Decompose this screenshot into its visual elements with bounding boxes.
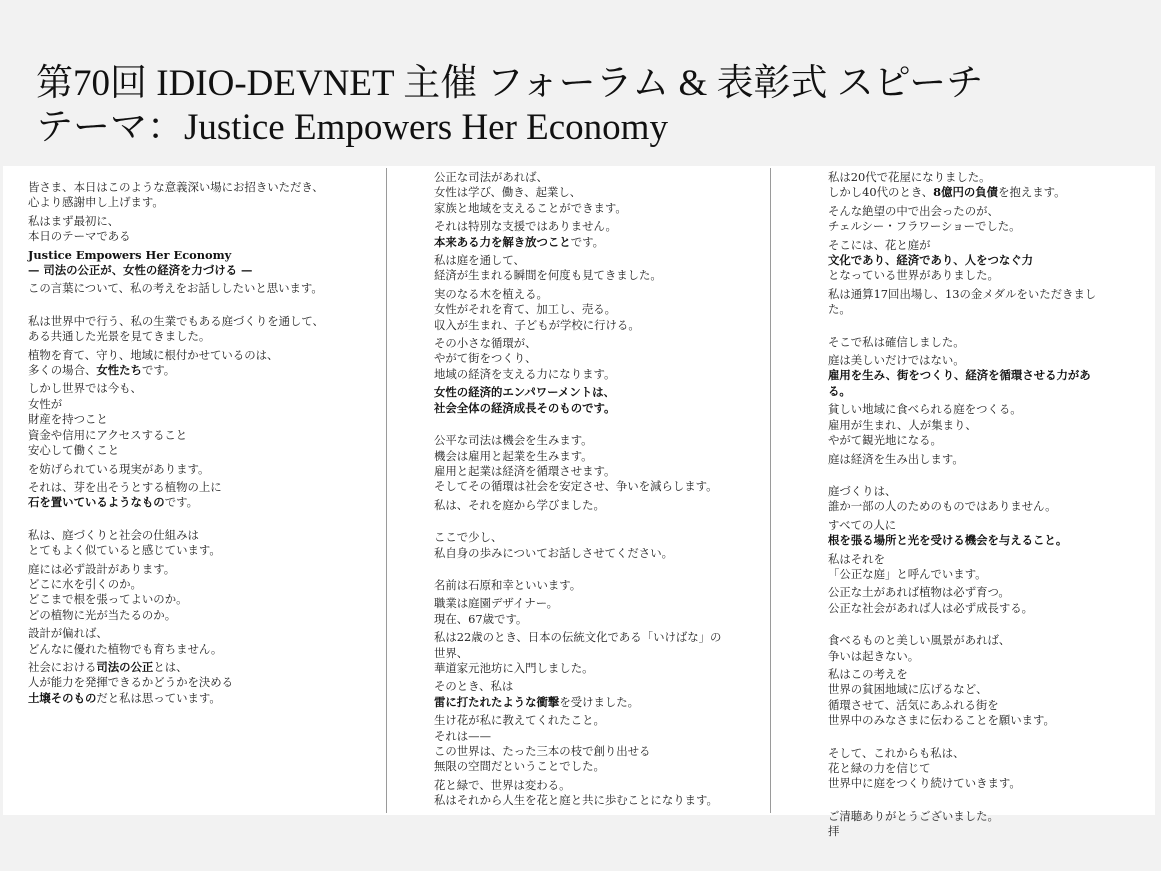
speech-line: — 司法の公正が、女性の経済を力づける —	[28, 263, 253, 278]
speech-line: 皆さま、本日はこのような意義深い場にお招きいただき、	[28, 180, 324, 194]
column-divider-2	[770, 168, 771, 813]
speech-paragraph	[28, 626, 358, 657]
speech-paragraph	[434, 170, 726, 216]
speech-line: 「公正な庭」と呼んでいます。	[828, 566, 987, 581]
speech-line: 機会は雇用と起業を生みます。	[434, 448, 593, 463]
speech-paragraph	[828, 585, 1112, 616]
speech-paragraph	[434, 253, 726, 284]
speech-line: 私は世界中で行う、私の生業でもある庭づくりを通して、	[28, 313, 324, 328]
speech-paragraph	[434, 385, 726, 416]
speech-line: 誰か一部の人のためのものではありません。	[828, 499, 1057, 514]
speech-column-1	[28, 180, 358, 709]
speech-line: 食べるものと美しい風景があれば、	[828, 633, 1011, 648]
speech-line: しかし世界では今も、	[28, 381, 142, 396]
speech-paragraph	[828, 402, 1112, 448]
speech-line: 根を張る場所と光を受ける機会を与えること。	[828, 533, 1068, 548]
speech-paragraph	[28, 480, 358, 511]
speech-line: 経済が生まれる瞬間を何度も見てきました。	[434, 268, 662, 283]
speech-line: 私は、庭づくりと社会の仕組みは	[28, 527, 199, 542]
speech-line: 資金や信用にアクセスすること	[28, 427, 188, 442]
speech-line: その小さな循環が、	[434, 336, 537, 351]
speech-line: 職業は庭園デザイナー。	[434, 596, 559, 611]
speech-line: 雇用と起業は経済を循環させます。	[434, 463, 616, 478]
speech-line: それは特別な支援ではありません。	[434, 219, 617, 234]
speech-line: 貧しい地域に食べられる庭をつくる。	[828, 402, 1022, 417]
speech-line: 家族と地域を支えることができます。	[434, 200, 627, 215]
speech-line: Justice Empowers Her Economy	[28, 247, 232, 262]
speech-line: 本来ある力を解き放つことです。	[434, 234, 604, 249]
speech-paragraph	[434, 287, 726, 333]
speech-line: 女性の経済的エンパワーメントは、	[434, 385, 615, 400]
speech-line: 庭には必ず設計があります。	[28, 561, 176, 576]
speech-paragraph	[434, 713, 726, 775]
speech-paragraph	[434, 336, 726, 382]
speech-line: 庭は美しいだけではない。	[828, 353, 965, 368]
speech-paragraph	[28, 660, 358, 706]
speech-column-3	[828, 170, 1112, 843]
speech-line: チェルシー・フラワーショーでした。	[828, 219, 1021, 234]
speech-paragraph	[828, 518, 1112, 549]
speech-line: 花と緑で、世界は変わる。	[434, 777, 571, 792]
speech-line: 文化であり、経済であり、人をつなぐ力	[828, 253, 1034, 268]
speech-line: 私はこの考えを	[828, 666, 908, 681]
speech-line: やがて観光地になる。	[828, 433, 942, 448]
header-theme: テーマ：Justice Empowers Her Economy	[36, 107, 668, 148]
speech-line: 石を置いているようなものです。	[28, 495, 198, 510]
speech-paragraph	[434, 596, 726, 627]
speech-paragraph	[828, 452, 1112, 467]
speech-line: どの植物に光が当たるのか。	[28, 607, 177, 622]
page-header	[36, 62, 1146, 150]
speech-paragraph	[828, 484, 1112, 515]
speech-line: 安心して働くこと	[28, 443, 120, 458]
speech-line: この言葉について、私の考えをお話ししたいと思います。	[28, 281, 323, 296]
speech-paragraph	[828, 287, 1112, 318]
speech-line: すべての人に	[828, 517, 897, 532]
speech-line: そこで私は確信しました。	[828, 334, 965, 349]
speech-line: 私は22歳のとき、日本の伝統文化である「いけばな」の世界、	[434, 630, 722, 660]
speech-line: ここで少し、	[434, 530, 503, 545]
speech-line: 私自身の歩みについてお話しさせてください。	[434, 545, 673, 560]
speech-paragraph	[28, 248, 358, 279]
speech-line: 実のなる木を植える。	[434, 286, 548, 301]
speech-line: それは——	[434, 728, 491, 743]
speech-line: 世界の貧困地域に広げるなど、	[828, 682, 988, 697]
speech-paragraph	[828, 633, 1112, 664]
speech-line: 現在、67歳です。	[434, 611, 528, 626]
speech-line: やがて街をつくり、	[434, 351, 537, 366]
speech-paragraph	[28, 281, 358, 296]
speech-line: そしてその循環は社会を安定させ、争いを減らします。	[434, 479, 718, 494]
speech-line: 本日のテーマである	[28, 229, 131, 244]
speech-line: 世界中に庭をつくり続けていきます。	[828, 776, 1021, 791]
speech-line: 女性がそれを育て、加工し、売る。	[434, 302, 617, 317]
speech-paragraph	[828, 552, 1112, 583]
speech-line: 土壌そのものだと私は思っています。	[28, 690, 221, 705]
speech-line: 公平な司法は機会を生みます。	[434, 433, 593, 448]
speech-line: 華道家元池坊に入門しました。	[434, 660, 594, 675]
speech-paragraph	[828, 238, 1112, 284]
speech-line: 雇用が生まれ、人が集まり、	[828, 417, 977, 432]
speech-paragraph	[434, 578, 726, 593]
speech-line: 庭づくりは、	[828, 483, 897, 498]
speech-line: 公正な土があれば植物は必ず育つ。	[828, 585, 1010, 600]
speech-line: 名前は石原和幸といいます。	[434, 577, 582, 592]
header-title: 第70回 IDIO-DEVNET 主催 フォーラム & 表彰式 スピーチ	[36, 63, 984, 104]
speech-line: 私はそれを	[828, 551, 885, 566]
speech-line: そこには、花と庭が	[828, 237, 931, 252]
speech-line: 拝	[828, 824, 840, 839]
speech-paragraph	[434, 630, 726, 676]
speech-line: 公正な司法があれば、	[434, 170, 548, 184]
speech-line: 植物を育て、守り、地域に根付かせているのは、	[28, 347, 279, 362]
speech-paragraph	[828, 667, 1112, 729]
speech-line: どんなに優れた植物でも育ちません。	[28, 641, 223, 656]
speech-line: それは、芽を出そうとする植物の上に	[28, 479, 222, 494]
speech-column-2	[434, 170, 726, 812]
speech-paragraph	[434, 219, 726, 250]
speech-line: 財産を持つこと	[28, 412, 108, 427]
speech-line: そのとき、私は	[434, 679, 514, 694]
speech-line: 私はまず最初に、	[28, 213, 120, 228]
speech-paragraph	[828, 170, 1112, 201]
speech-paragraph	[28, 381, 358, 458]
speech-line: とてもよく似ていると感じています。	[28, 543, 221, 558]
speech-line: この世界は、たった三本の枝で創り出せる	[434, 744, 651, 758]
speech-line: 私は、それを庭から学びました。	[434, 497, 605, 512]
speech-line: ある共通した光景を見てきました。	[28, 329, 211, 344]
speech-line: 心より感謝申し上げます。	[28, 195, 164, 210]
speech-paragraph	[434, 679, 726, 710]
speech-paragraph	[28, 462, 358, 477]
speech-line: 女性は学び、働き、起業し、	[434, 185, 582, 200]
speech-paragraph	[28, 314, 358, 345]
speech-line: 収入が生まれ、子どもが学校に行ける。	[434, 317, 640, 332]
speech-line: 雷に打たれたような衝撃を受けました。	[434, 694, 640, 709]
speech-line: 社会における司法の公正とは、	[28, 659, 188, 674]
speech-paragraph	[28, 348, 358, 379]
speech-line: 循環させて、活気にあふれる街を	[828, 697, 999, 712]
speech-paragraph	[28, 180, 358, 211]
speech-line: 私はそれから人生を花と庭と共に歩むことになります。	[434, 793, 718, 808]
speech-line: そして、これからも私は、	[828, 745, 965, 760]
speech-line: そんな絶望の中で出会ったのが、	[828, 203, 999, 218]
speech-line: ご清聴ありがとうございました。	[828, 808, 999, 823]
speech-paragraph	[434, 433, 726, 495]
speech-line: 花と緑の力を信じて	[828, 761, 931, 775]
speech-paragraph	[828, 809, 1112, 840]
speech-line: 雇用を生み、街をつくり、経済を循環させる力がある。	[828, 368, 1091, 398]
speech-paragraph	[434, 778, 726, 809]
speech-line: 私は通算17回出場し、13の金メダルをいただきました。	[828, 286, 1097, 317]
column-divider-1	[386, 168, 387, 813]
speech-line: しかし40代のとき、8億円の負債を抱えます。	[828, 185, 1066, 200]
speech-line: となっている世界がありました。	[828, 268, 999, 283]
speech-line: どこまで根を張ってよいのか。	[28, 592, 188, 607]
speech-paragraph	[828, 335, 1112, 350]
speech-line: 社会全体の経済成長そのものです。	[434, 400, 616, 415]
speech-line: 人が能力を発揮できるかどうかを決める	[28, 675, 234, 690]
speech-paragraph	[28, 562, 358, 624]
speech-paragraph	[434, 498, 726, 513]
speech-line: 生け花が私に教えてくれたこと。	[434, 713, 605, 728]
speech-line: 地域の経済を支える力になります。	[434, 366, 616, 381]
speech-paragraph	[434, 530, 726, 561]
speech-line: 争いは起きない。	[828, 648, 920, 663]
speech-line: 世界中のみなさまに伝わることを願います。	[828, 713, 1055, 728]
speech-line: 多くの場合、女性たちです。	[28, 363, 176, 378]
speech-paragraph	[828, 204, 1112, 235]
speech-paragraph	[828, 353, 1112, 399]
speech-line: を妨げられている現実があります。	[28, 461, 210, 476]
speech-line: 女性が	[28, 396, 63, 411]
speech-line: 私は20代で花屋になりました。	[828, 170, 991, 184]
speech-line: 私は庭を通して、	[434, 253, 525, 268]
speech-line: どこに水を引くのか。	[28, 576, 142, 591]
speech-line: 庭は経済を生み出します。	[828, 451, 964, 466]
speech-line: 無限の空間だということでした。	[434, 759, 605, 774]
speech-paragraph	[828, 746, 1112, 792]
speech-paragraph	[28, 528, 358, 559]
speech-line: 設計が偏れば、	[28, 626, 108, 641]
speech-line: 公正な社会があれば人は必ず成長する。	[828, 600, 1034, 615]
speech-paragraph	[28, 214, 358, 245]
